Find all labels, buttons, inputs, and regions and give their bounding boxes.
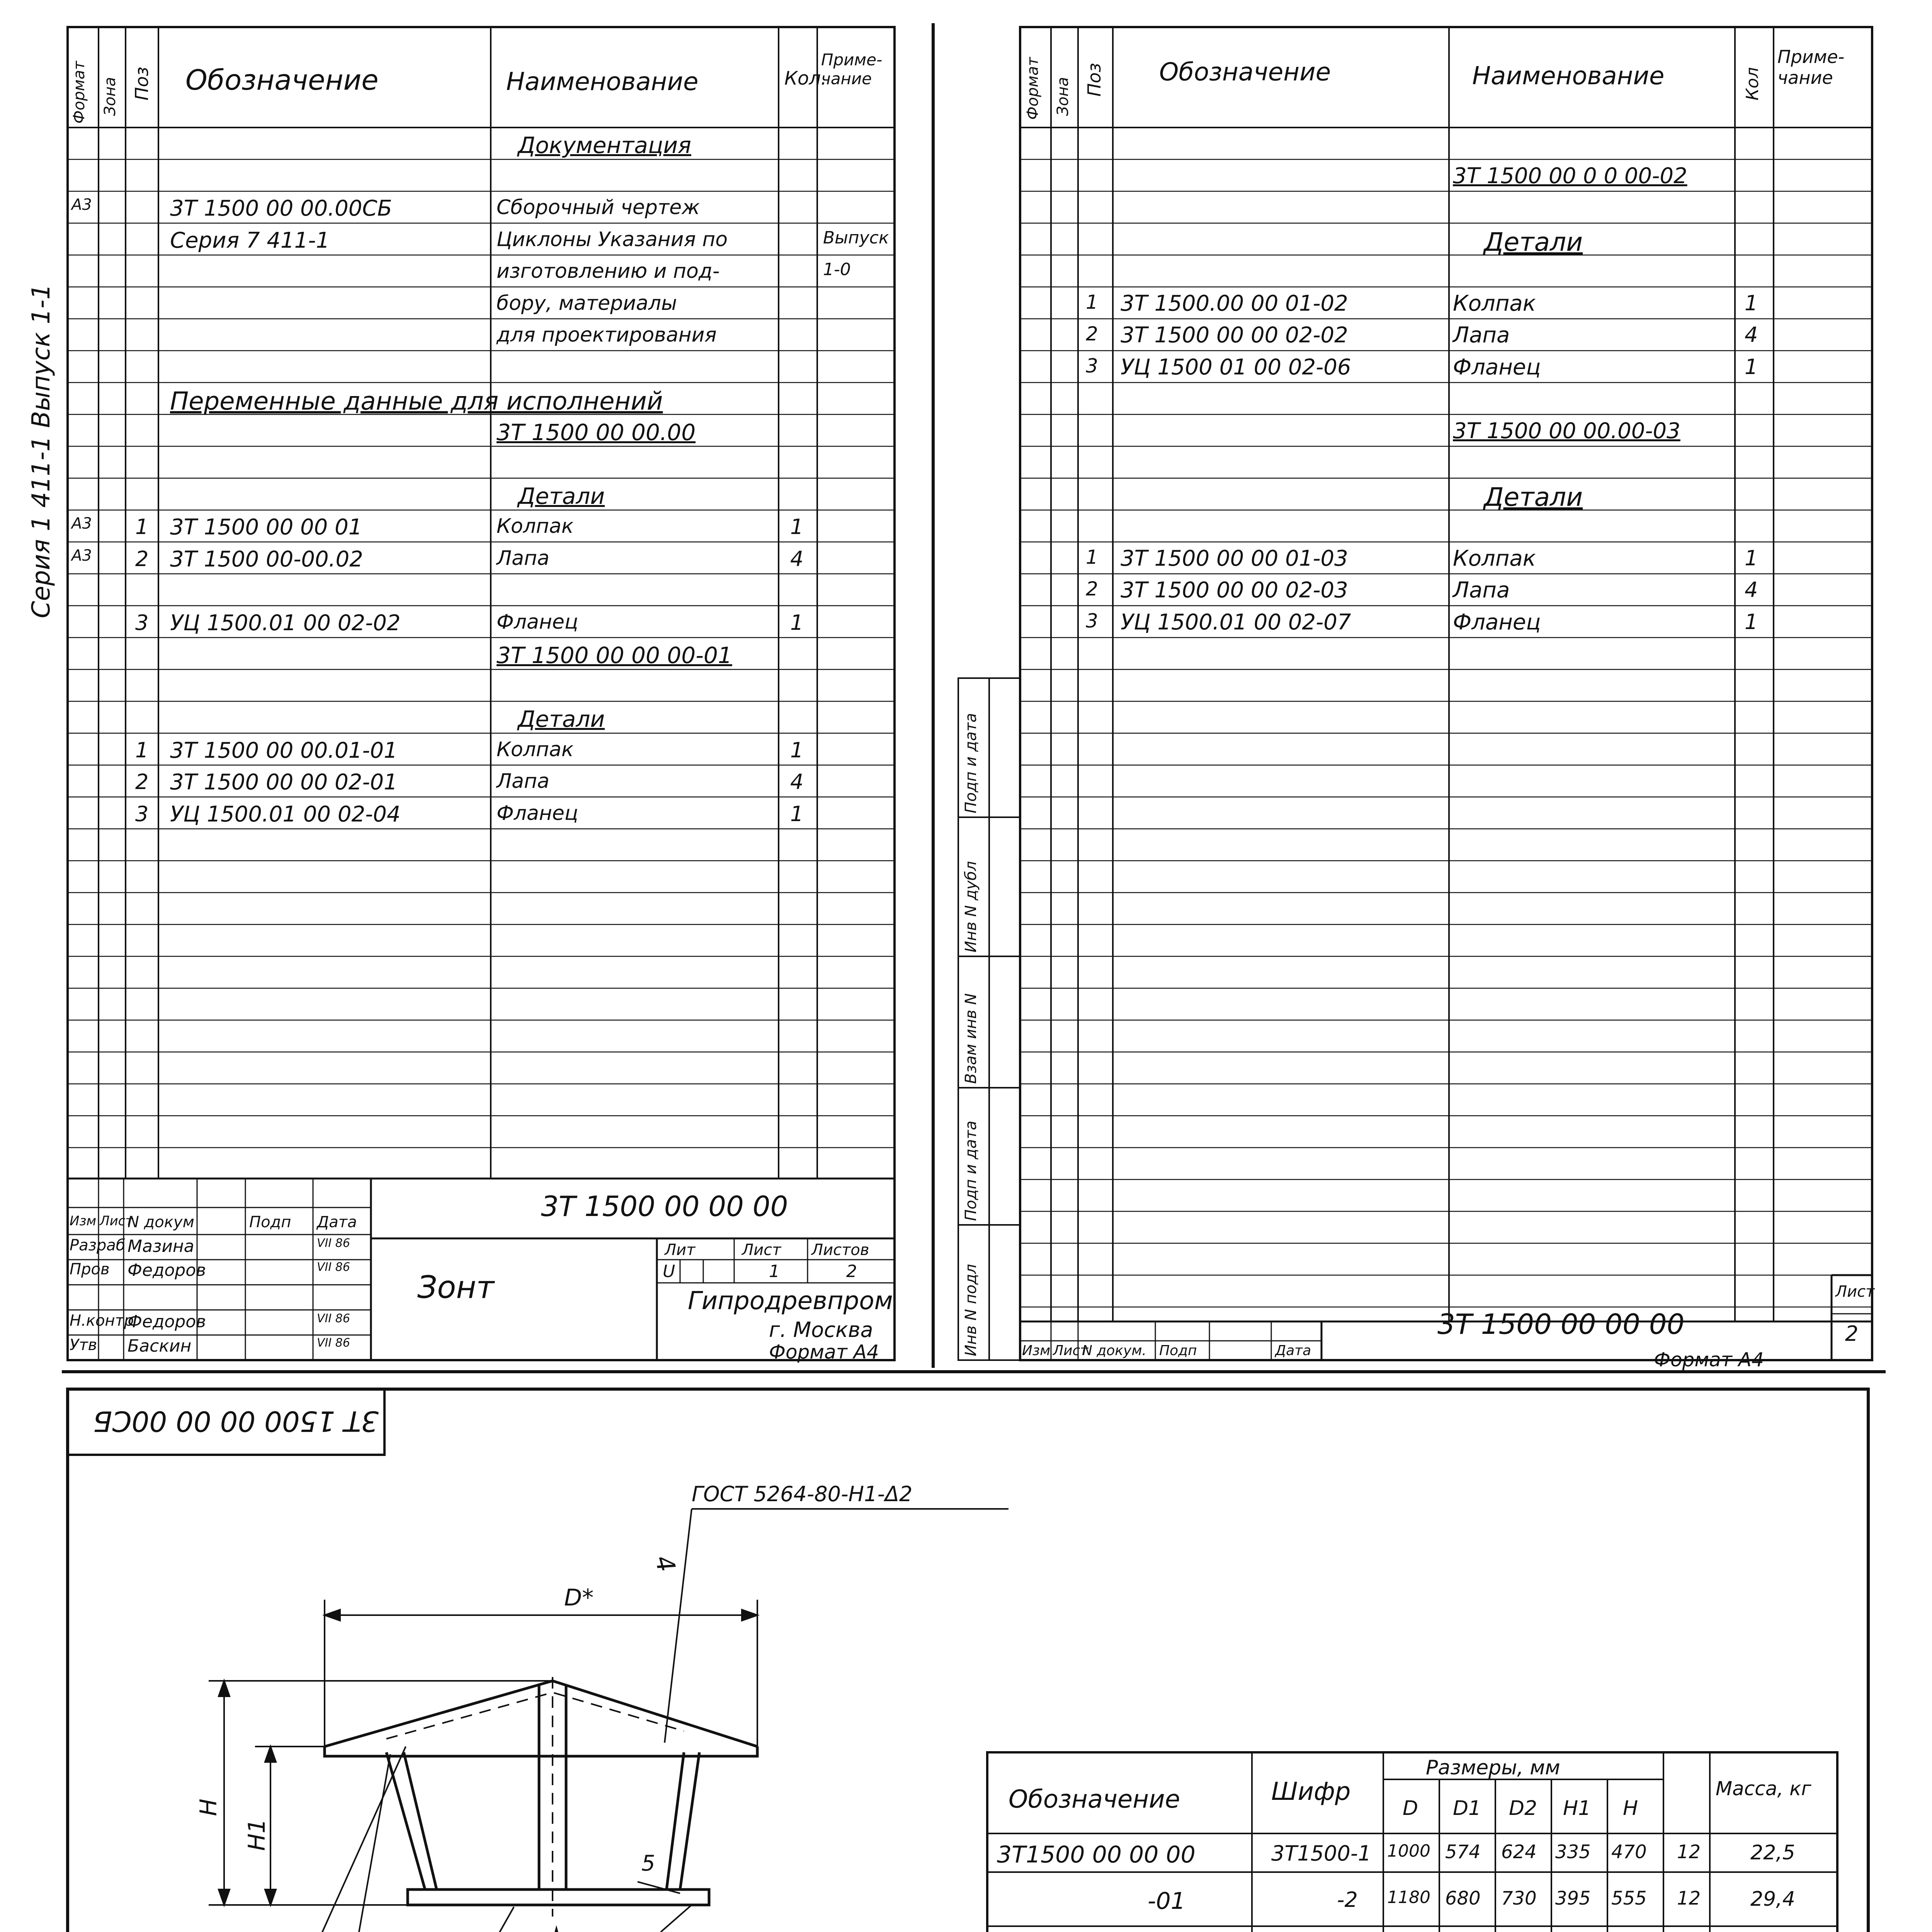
footer-col-label: Лист [1053,1343,1088,1359]
row-designation: 3Т 1500 00 00.00СБ [170,196,392,221]
callout-5: 5 [641,1851,655,1876]
tb1-col-date: Дата [317,1213,357,1231]
header-qty: Кол. [784,68,827,89]
header-name: Наименование [506,68,699,96]
row-name: Сборочный чертеж [497,196,700,219]
tb1-sheets-label: Листов [811,1241,869,1259]
dt-subheader: D1 [1453,1797,1481,1820]
tb1-col-doc: N докум [128,1213,194,1231]
side-label: Взам инв N [962,993,980,1084]
row-designation: 3Т 1500 00-00.02 [170,546,363,572]
row-designation: Переменные данные для исполнений [170,387,663,416]
row-name: Детали [1484,482,1583,512]
row-position: 2 [1086,323,1098,345]
header-zone: Зона [1054,77,1072,116]
footer-col-label: Дата [1275,1343,1311,1359]
row-position: 1 [135,738,149,762]
footer-col-label: Изм [1022,1343,1051,1359]
row-quantity: 1 [1745,354,1758,379]
tb1-sheets: 2 [846,1262,857,1281]
dt-subheader: H [1623,1797,1638,1820]
row-designation: 3Т 1500 00 00 02-02 [1121,323,1348,348]
role-date: VII 86 [317,1260,350,1274]
row-name: Лапа [1453,323,1510,348]
header-designation: Обозначение [185,64,379,96]
row-quantity: 4 [790,770,804,794]
row-designation: 3Т 1500 00 00 01 [170,515,362,540]
dt-subheader: D2 [1509,1797,1537,1820]
dt-h: 470 [1611,1841,1647,1863]
tb1-format: Формат А4 [769,1341,879,1363]
tb1-org: Гипродревпром [688,1287,893,1315]
tb1-city: г. Москва [769,1318,873,1342]
row-quantity: 1 [790,738,804,762]
dim-d-label: D* [564,1584,594,1611]
dt-designation: 3Т1500 00 00 00 [997,1841,1196,1868]
row-format: А3 [71,515,92,532]
row-name: Лапа [497,770,549,793]
row-designation: Серия 7 411-1 [170,228,330,253]
dt-count: 12 [1677,1888,1701,1909]
sheet1-side-title: Серия 1 411-1 Выпуск 1-1 [27,284,56,618]
role-title: Утв [70,1336,97,1354]
row-format: А3 [71,546,92,565]
row-quantity: 4 [1745,323,1758,347]
row-quantity: 1 [1745,291,1758,315]
row-name: Колпак [1453,291,1536,316]
gost-top-label: ГОСТ 5264-80-Н1-Δ2 [692,1482,913,1506]
row-designation: УЦ 1500.01 00 02-04 [170,801,401,827]
row-name: Фланец [1453,354,1541,380]
row-position: 1 [1086,546,1098,568]
row-name: Колпак [1453,546,1536,571]
row-designation: 3Т 1500 00 00 01-03 [1121,546,1348,571]
row-name: Лапа [1453,578,1510,603]
row-designation: УЦ 1500 01 00 02-06 [1121,354,1351,380]
dt-code: -2 [1337,1888,1358,1912]
row-designation: 3Т 1500 00 00.01-01 [170,738,398,763]
dt-h-designation: Обозначение [1009,1785,1180,1814]
header-pos: Поз [131,66,152,100]
tb1-sheet: 1 [769,1262,780,1281]
row-position: 3 [135,801,149,826]
dt-h1: 335 [1555,1841,1591,1863]
dt-d: 1000 [1387,1841,1430,1861]
dt-h: 555 [1611,1888,1647,1909]
row-name: бору, материалы [497,291,677,315]
row-name: Циклоны Указания по [497,228,728,251]
tb1-sheet-label: Лист [742,1241,781,1259]
row-name: Фланец [497,610,578,634]
header-note: Приме-чание [1777,46,1845,88]
header-designation: Обозначение [1159,58,1331,87]
row-quantity: 1 [1745,609,1758,634]
row-position: 3 [135,610,149,635]
role-date: VII 86 [317,1236,350,1250]
header-name: Наименование [1472,62,1665,90]
row-name: Колпак [497,738,574,761]
row-name: 3Т 1500 00 0 0 00-02 [1453,163,1687,189]
row-quantity: 1 [790,801,804,826]
tb1-col-list: Лист [100,1213,133,1229]
row-designation: 3Т 1500 00 00 02-01 [170,770,398,795]
row-note: Выпуск [823,228,889,248]
dt-d1: 680 [1445,1888,1481,1909]
row-quantity: 4 [1745,578,1758,602]
header-format: Формат [70,61,88,124]
footer-col-label: N докум. [1082,1343,1146,1359]
row-name: Фланец [497,801,578,825]
role-date: VII 86 [317,1336,350,1350]
row-quantity: 1 [790,515,804,539]
row-name: 3Т 1500 00 00.00-03 [1453,418,1680,444]
row-position: 2 [1086,578,1098,600]
dt-h-code: Шифр [1271,1777,1351,1806]
row-position: 3 [1086,609,1098,632]
dt-h-sizes: Размеры, мм [1426,1756,1560,1779]
dt-h-mass: Масса, кг [1716,1777,1811,1800]
row-name: Детали [518,706,605,732]
footer-col-label: Подп [1159,1343,1197,1359]
dt-d2: 730 [1501,1888,1537,1909]
row-name: Детали [518,483,605,509]
row-designation: УЦ 1500.01 00 02-07 [1121,609,1351,635]
header-zone: Зона [101,77,119,116]
tb1-lit: U [663,1262,675,1281]
row-name: Фланец [1453,609,1541,635]
side-label: Подп и дата [962,713,980,813]
s2-code: 3Т 1500 00 00 00 [1437,1308,1685,1340]
dim-h-label: H [195,1798,222,1816]
row-name: 3Т 1500 00 00 00-01 [497,642,732,668]
tb1-name: Зонт [417,1269,495,1305]
header-qty: Кол [1743,67,1762,100]
row-position: 3 [1086,354,1098,377]
row-name: изготовлению и под- [497,260,720,283]
row-note: 1-0 [823,260,851,279]
s2-format: Формат А4 [1654,1349,1764,1371]
role-date: VII 86 [317,1312,350,1325]
role-title: Пров [70,1260,110,1278]
dt-d: 1180 [1387,1888,1430,1907]
drawing-stamp: 3Т 1500 00 00 00СБ [93,1405,379,1437]
role-title: Н.контр [70,1312,134,1330]
side-label: Инв N подл [962,1264,980,1356]
row-designation: 3Т 1500 00 00 02-03 [1121,578,1348,603]
row-quantity: 1 [790,610,804,635]
dt-h1: 395 [1555,1888,1591,1909]
side-label: Подп и дата [962,1121,980,1221]
row-position: 1 [135,515,149,539]
tb1-col-izm: Изм [70,1213,97,1229]
row-quantity: 4 [790,546,804,571]
dt-d2: 624 [1501,1841,1537,1863]
dt-subheader: D [1403,1797,1418,1820]
row-name: 3Т 1500 00 00.00 [497,419,696,446]
role-person: Федоров [128,1312,206,1332]
role-person: Федоров [128,1260,206,1280]
role-person: Баскин [128,1336,192,1356]
s2-sheet: 2 [1845,1321,1859,1346]
header-format: Формат [1024,57,1042,120]
role-person: Мазина [128,1236,194,1256]
tb1-lit-label: Лит [665,1241,696,1259]
dt-count: 12 [1677,1841,1701,1863]
side-label: Инв N дубл [962,861,980,952]
dt-d1: 574 [1445,1841,1481,1863]
callout-4: 4 [649,1552,681,1575]
row-name: для проектирования [497,323,717,347]
dt-mass: 22,5 [1750,1841,1795,1864]
row-name: Детали [1484,227,1583,257]
dt-code: 3Т1500-1 [1271,1841,1371,1866]
dt-subheader: H1 [1563,1797,1591,1820]
row-quantity: 1 [1745,546,1758,570]
row-designation: 3Т 1500.00 00 01-02 [1121,291,1348,316]
row-position: 2 [135,546,149,571]
dt-designation: -01 [1148,1888,1185,1915]
row-name: Лапа [497,546,549,570]
row-position: 1 [1086,291,1098,313]
s2-sheet-label: Лист [1835,1283,1875,1301]
row-designation: УЦ 1500.01 00 02-02 [170,610,401,636]
row-position: 2 [135,770,149,794]
row-name: Колпак [497,515,574,538]
header-pos: Поз [1084,63,1105,97]
dim-h1-label: H1 [243,1818,270,1851]
tb1-col-sign: Подп [249,1213,291,1231]
row-format: А3 [71,196,92,214]
header-note: Приме-чание [821,50,883,88]
role-title: Разраб [70,1236,126,1254]
tb1-code: 3Т 1500 00 00 00 [541,1190,788,1223]
dt-mass: 29,4 [1750,1888,1795,1911]
row-name: Документация [518,132,691,158]
